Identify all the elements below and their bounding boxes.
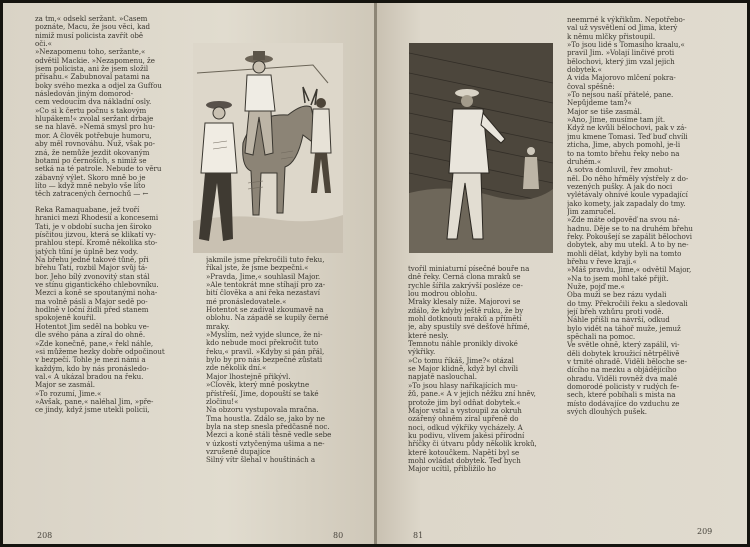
text-line: neemrné k výkřikům. Nepotřebo- (567, 16, 686, 24)
text-line: jmu kmene Tomasi. Teď buď chvíli (567, 132, 688, 141)
text-line: Náhle přišli na návrší, odkud (567, 316, 670, 325)
text-line: líto — když mně nebylo vše líto (35, 181, 146, 190)
text-line: to na tomto břehu řeky nebo na (567, 149, 680, 158)
text-line: bylo vidět na táhoř muže, jemuž (567, 324, 681, 333)
right-page (377, 3, 747, 544)
text-line: zdálo, že kdyby ještě ruku, že by (408, 306, 524, 315)
text-line: řeku,« pravil. »Kdyby si pán přál, (206, 347, 325, 356)
text-line: Mezci a koně se spoutanými noha- (35, 289, 158, 298)
text-line: Oba muži se bez rázu vydali (567, 291, 667, 300)
text-line: které kotoučkem. Napětí byl se (408, 448, 520, 457)
text-line: svých dlouhých pušek. (567, 408, 647, 417)
text-line: »To jsou lidé s Tomasiho kraalu,« (567, 41, 685, 50)
text-line: napjatě naslouchal. (408, 373, 477, 382)
text-line: zde několik dní.« (206, 364, 267, 373)
text-line: »Co tomu říkáš, Jime?« otázal (408, 356, 514, 365)
left-column-a-bottom (35, 206, 165, 415)
text-line: oblohu. Na západě se kupily černé (206, 314, 329, 323)
text-line: její břeh vzhůru proti vodě. (567, 308, 664, 317)
text-line: »To rozumí, Jime.« (35, 389, 102, 398)
text-line: Major vstal a vystoupil za okruh (408, 406, 522, 415)
text-line: lou modrou oblohu. (408, 290, 478, 299)
text-line: dobytek, aby mu utekl. A to by ne- (567, 241, 689, 250)
text-line: spokojeně kouřil. (35, 314, 96, 323)
text-line: cem vedoucím dva nákladní osly. (35, 98, 152, 107)
text-line: žů, pane.« A v jejich něžku zní hněv, (408, 390, 536, 399)
text-line: tvořil miniaturní písečné bouře na (408, 265, 530, 273)
text-line: mohli dělat, kdyby byli na tomto (567, 249, 682, 258)
page-number-208: 208 (37, 531, 53, 540)
text-line: Major se zasmál. (35, 381, 95, 390)
text-line: pravil Jim. »Volají linčivé proti (567, 49, 675, 58)
text-line: jatých tůní je úplně bez vody. (35, 247, 139, 256)
text-line: Silný vítr šlehal v houštinách a (206, 456, 316, 465)
page-number-80: 80 (333, 531, 344, 540)
text-line: k němu mlčky přistoupil. (567, 32, 656, 41)
text-line: protože jim byl odňat dobytek.« (408, 398, 521, 407)
text-line: je, aby spustily své dešťové hřímé, (408, 323, 530, 332)
text-line: zticha, Jime, abych pomohl, je-li (567, 141, 681, 150)
text-line: Na břehu jedné takové tůně, při (35, 256, 149, 265)
left-page (3, 3, 375, 544)
text-line: ozářený ohněm zíral upřeně do (408, 415, 519, 424)
text-line: Mraky klesaly níže. Majorovi se (408, 298, 521, 307)
text-line: něl. Do něho hřměly výstřely z do- (567, 174, 689, 183)
text-line: odvětil Mackie. »Nezapomenu, že (35, 56, 155, 65)
text-line: za tm,« odsekl seržant. »Časem (35, 15, 148, 23)
text-line: kdo nebude moci překročit tuto (206, 339, 319, 348)
text-line: »Ano, Jime, musíme tam jít. (567, 116, 666, 125)
text-line: vzrušeně dupajíce (206, 447, 271, 456)
text-line: v úzkostí vztyčenýma ušima a ne- (206, 439, 325, 448)
text-line: přístřeší, Jime, dopouští se také (206, 389, 319, 398)
text-line: bělochovi, který jim vzal jejich (567, 57, 675, 66)
text-line: aby měl rovnováhu. Nuž, však po- (35, 140, 155, 149)
text-line: které nesly. (408, 331, 449, 340)
text-line: »Nezapomenu toho, seržante,« (35, 48, 146, 57)
text-line: Hotentot se zadíval zkoumavě na (206, 306, 324, 315)
text-line: Hotentot Jim seděl na bobku ve- (35, 322, 150, 331)
page-number-209: 209 (697, 527, 713, 536)
text-line: písčitou jizvou, která se klikatí vy- (35, 231, 156, 240)
text-line: vezených pušky. A jak do noci (567, 182, 673, 191)
text-line: mraky. (206, 322, 230, 331)
text-line: Nepůjdeme tam?« (567, 99, 632, 108)
text-line: dobytek.« (567, 66, 602, 75)
text-line: Major lhostejně přikývl. (206, 372, 291, 381)
text-line: bylo by pro nás bezpečné zůstati (206, 356, 323, 365)
text-line: hříčky či útvaru půdy několik kroků, (408, 440, 537, 449)
text-line: zábavný výlet. Skoro mně bo je (35, 173, 146, 182)
text-line: místo dodávajíce do vzduchu ze (567, 399, 680, 408)
text-line: val.« A ukázal bradou na řeku. (35, 372, 144, 381)
text-line: A vida Majorovo mlčení pokra- (567, 74, 676, 83)
text-line: »Zde máte odpověď na svou ná- (567, 216, 680, 225)
text-line: »Člověk, který mně poskytne (206, 381, 310, 390)
text-line: břehu Tati, rozbil Major svůj tá- (35, 264, 148, 273)
text-line: vylétávaly ohnivé koule vypadající (567, 191, 688, 200)
text-line: do tmy. Překročili řeku a sledovali (567, 299, 688, 308)
text-line: se na hlavě. »Nemá smysl pro hu- (35, 123, 155, 132)
text-line: mé pronásledovatele.« (206, 297, 287, 306)
text-line: »Avšak, pane,« naléhal Jim, »pře- (35, 397, 154, 406)
page-number-81: 81 (413, 531, 424, 540)
text-line: výkřiky. (408, 348, 436, 357)
text-line: jakmile jsme překročili tuto řeku, (206, 256, 325, 264)
text-line: zločinu!« (206, 397, 239, 406)
text-line: dle svého pána a zíral do ohně. (35, 331, 146, 340)
left-column-b (206, 256, 331, 465)
book-spread (3, 3, 747, 544)
text-line: se Major klidně, když byl chvíli (408, 365, 519, 374)
text-line: »si můžeme hezky dobře odpočinout (35, 347, 165, 356)
text-line: domorodé policisty v rudých fe- (567, 383, 680, 392)
text-line: »Ale tentokrát mne stíhají pro za- (206, 281, 326, 290)
text-line: Major ucítil, přibližilo ho (408, 465, 496, 474)
text-line: sech, které pobíhali s mista na (567, 391, 676, 400)
text-line: Nuže, pojď me.« (567, 283, 625, 291)
text-line: »Máš pravdu, Jime,« odvětil Major, (567, 266, 692, 275)
text-line: Major se tiše zasmál. (567, 107, 642, 116)
text-line: spěchali na pomoc. (567, 333, 636, 342)
text-line: hodlně v loční židli před stanem (35, 306, 149, 315)
text-line: dícího na mezku a objádějícího (567, 366, 677, 375)
text-line: bor. Jeho bílý zvonovitý stan stál (35, 272, 150, 281)
text-line: v trnité ohradě. Viděli běloche se- (567, 358, 687, 367)
text-line: zná, že nemůže jezdit okovaným (35, 148, 150, 157)
text-line: poznáte, Macu, že jsou věci, kad (35, 23, 151, 32)
text-line: Ve světle ohně, který zapálil, vi- (567, 341, 680, 350)
text-line: »To jsou hlasy naříkajících mu- (408, 381, 518, 390)
text-line: »Myslím, než vyjde slunce, že ni- (206, 331, 323, 340)
right-column-d (567, 16, 693, 417)
left-column-a-top (35, 15, 162, 199)
text-line: botami po černoších, s nimiž se (35, 156, 147, 165)
text-line: Řeka Ramaquabane, jež tvoří (35, 206, 140, 214)
text-line: mor. A člověk potřebuje humoru, (35, 131, 152, 140)
text-line: Temnotu náhle pronikly divoké (408, 340, 518, 349)
text-line: »Pravda, Jime,« souhlasil Major. (206, 272, 321, 281)
text-line: mohl dotknouti mraků a přímětí (408, 315, 522, 324)
text-line: Tma houstla. Zdálo se, jako by ne (206, 414, 325, 423)
text-line: hadnu. Děje se to na druhém břehu (567, 224, 693, 233)
text-line: A sotva domluvil, řev zmohut- (567, 166, 673, 175)
text-line: ma volně pásli a Major sedě po- (35, 297, 148, 306)
text-line: děli dobytek kroužicí nětrpělivě (567, 349, 680, 358)
text-line: říkal jste, že jsme bezpečni.« (206, 264, 309, 273)
text-line: ce jindy, když jsme utekli policii, (35, 406, 150, 415)
figure-illustration (409, 43, 553, 253)
text-line: hranici mezi Rhodesií a koncesemi (35, 214, 159, 223)
text-line: přísahu.« Zabubnoval patami na (35, 73, 150, 82)
text-line: Tati, je v období sucha jen široko (35, 222, 152, 231)
text-line: noci, odkud výkřiky vycházely. A (408, 423, 523, 432)
text-line: val už vysvětlení od Jima, který (567, 24, 678, 33)
text-line: jsem policista, ani že jsem složil (35, 65, 149, 74)
text-line: jako komety, jak zapadaly do tmy. (567, 199, 686, 208)
text-line: druhém.« (567, 157, 602, 166)
text-line: čoval spěšně: (567, 82, 615, 91)
right-column-c-bottom (408, 265, 537, 474)
text-line: v bezpečí. Tohle je mezi námi a (35, 356, 146, 365)
text-line: Když ne kvůli bělochovi, pak v zá- (567, 124, 687, 133)
text-line: »Co si k čertu počnu s takovým (35, 106, 147, 115)
text-line: dně řeky. Černá clona mraků se (408, 273, 521, 282)
text-line: Na obzoru vystupovala mračna. (206, 406, 319, 415)
text-line: byla na step snesla předčasně noc. (206, 422, 330, 431)
text-line: bití člověka a ani řeka nezastaví (206, 289, 320, 298)
text-line: Jim zamručel. (567, 207, 616, 216)
text-line: mohl ovládat dobytek. Teď bych (408, 456, 521, 465)
text-line: těch zatracených černochů — ← (35, 190, 149, 199)
text-line: »To nejsou naší přátelé, pane. (567, 91, 674, 100)
text-line: hlupákem!« zvolal seržant drbaje (35, 115, 154, 124)
text-line: ku podivu, vlivem jakési přírodní (408, 431, 525, 440)
text-line: ve stínu gigantického chlebovníku. (35, 281, 159, 290)
text-line: prahlou stepí. Kromě několika sto- (35, 239, 158, 248)
text-line: břehu v řeve kraji.« (567, 257, 637, 266)
text-line: rychle šířila zakrývší posléze ce- (408, 281, 523, 290)
text-line: boky svého mezka a odjel za Guffou (35, 81, 162, 90)
text-line: následován jiným domorod- (35, 90, 133, 99)
riders-illustration (193, 43, 343, 253)
text-line: setká na té patrole. Nebude to věru (35, 165, 162, 174)
text-line: »Na to jsem mohl také přijít. (567, 274, 669, 283)
text-line: oči.« (35, 40, 52, 49)
text-line: ohradu. Viděli rovněž dva malé (567, 374, 678, 383)
text-line: »Zde konečně, pane,« řekl náhle, (35, 339, 154, 348)
text-line: řeky. Pokoušejí se zapálit bělochovi (567, 232, 692, 241)
text-line: každým, kdo by nás pronásledo- (35, 364, 149, 373)
text-line: nimiž musí policista zavřít obě (35, 31, 144, 40)
text-line: Mezci a koně stáli těsně vedle sebe (206, 431, 332, 440)
